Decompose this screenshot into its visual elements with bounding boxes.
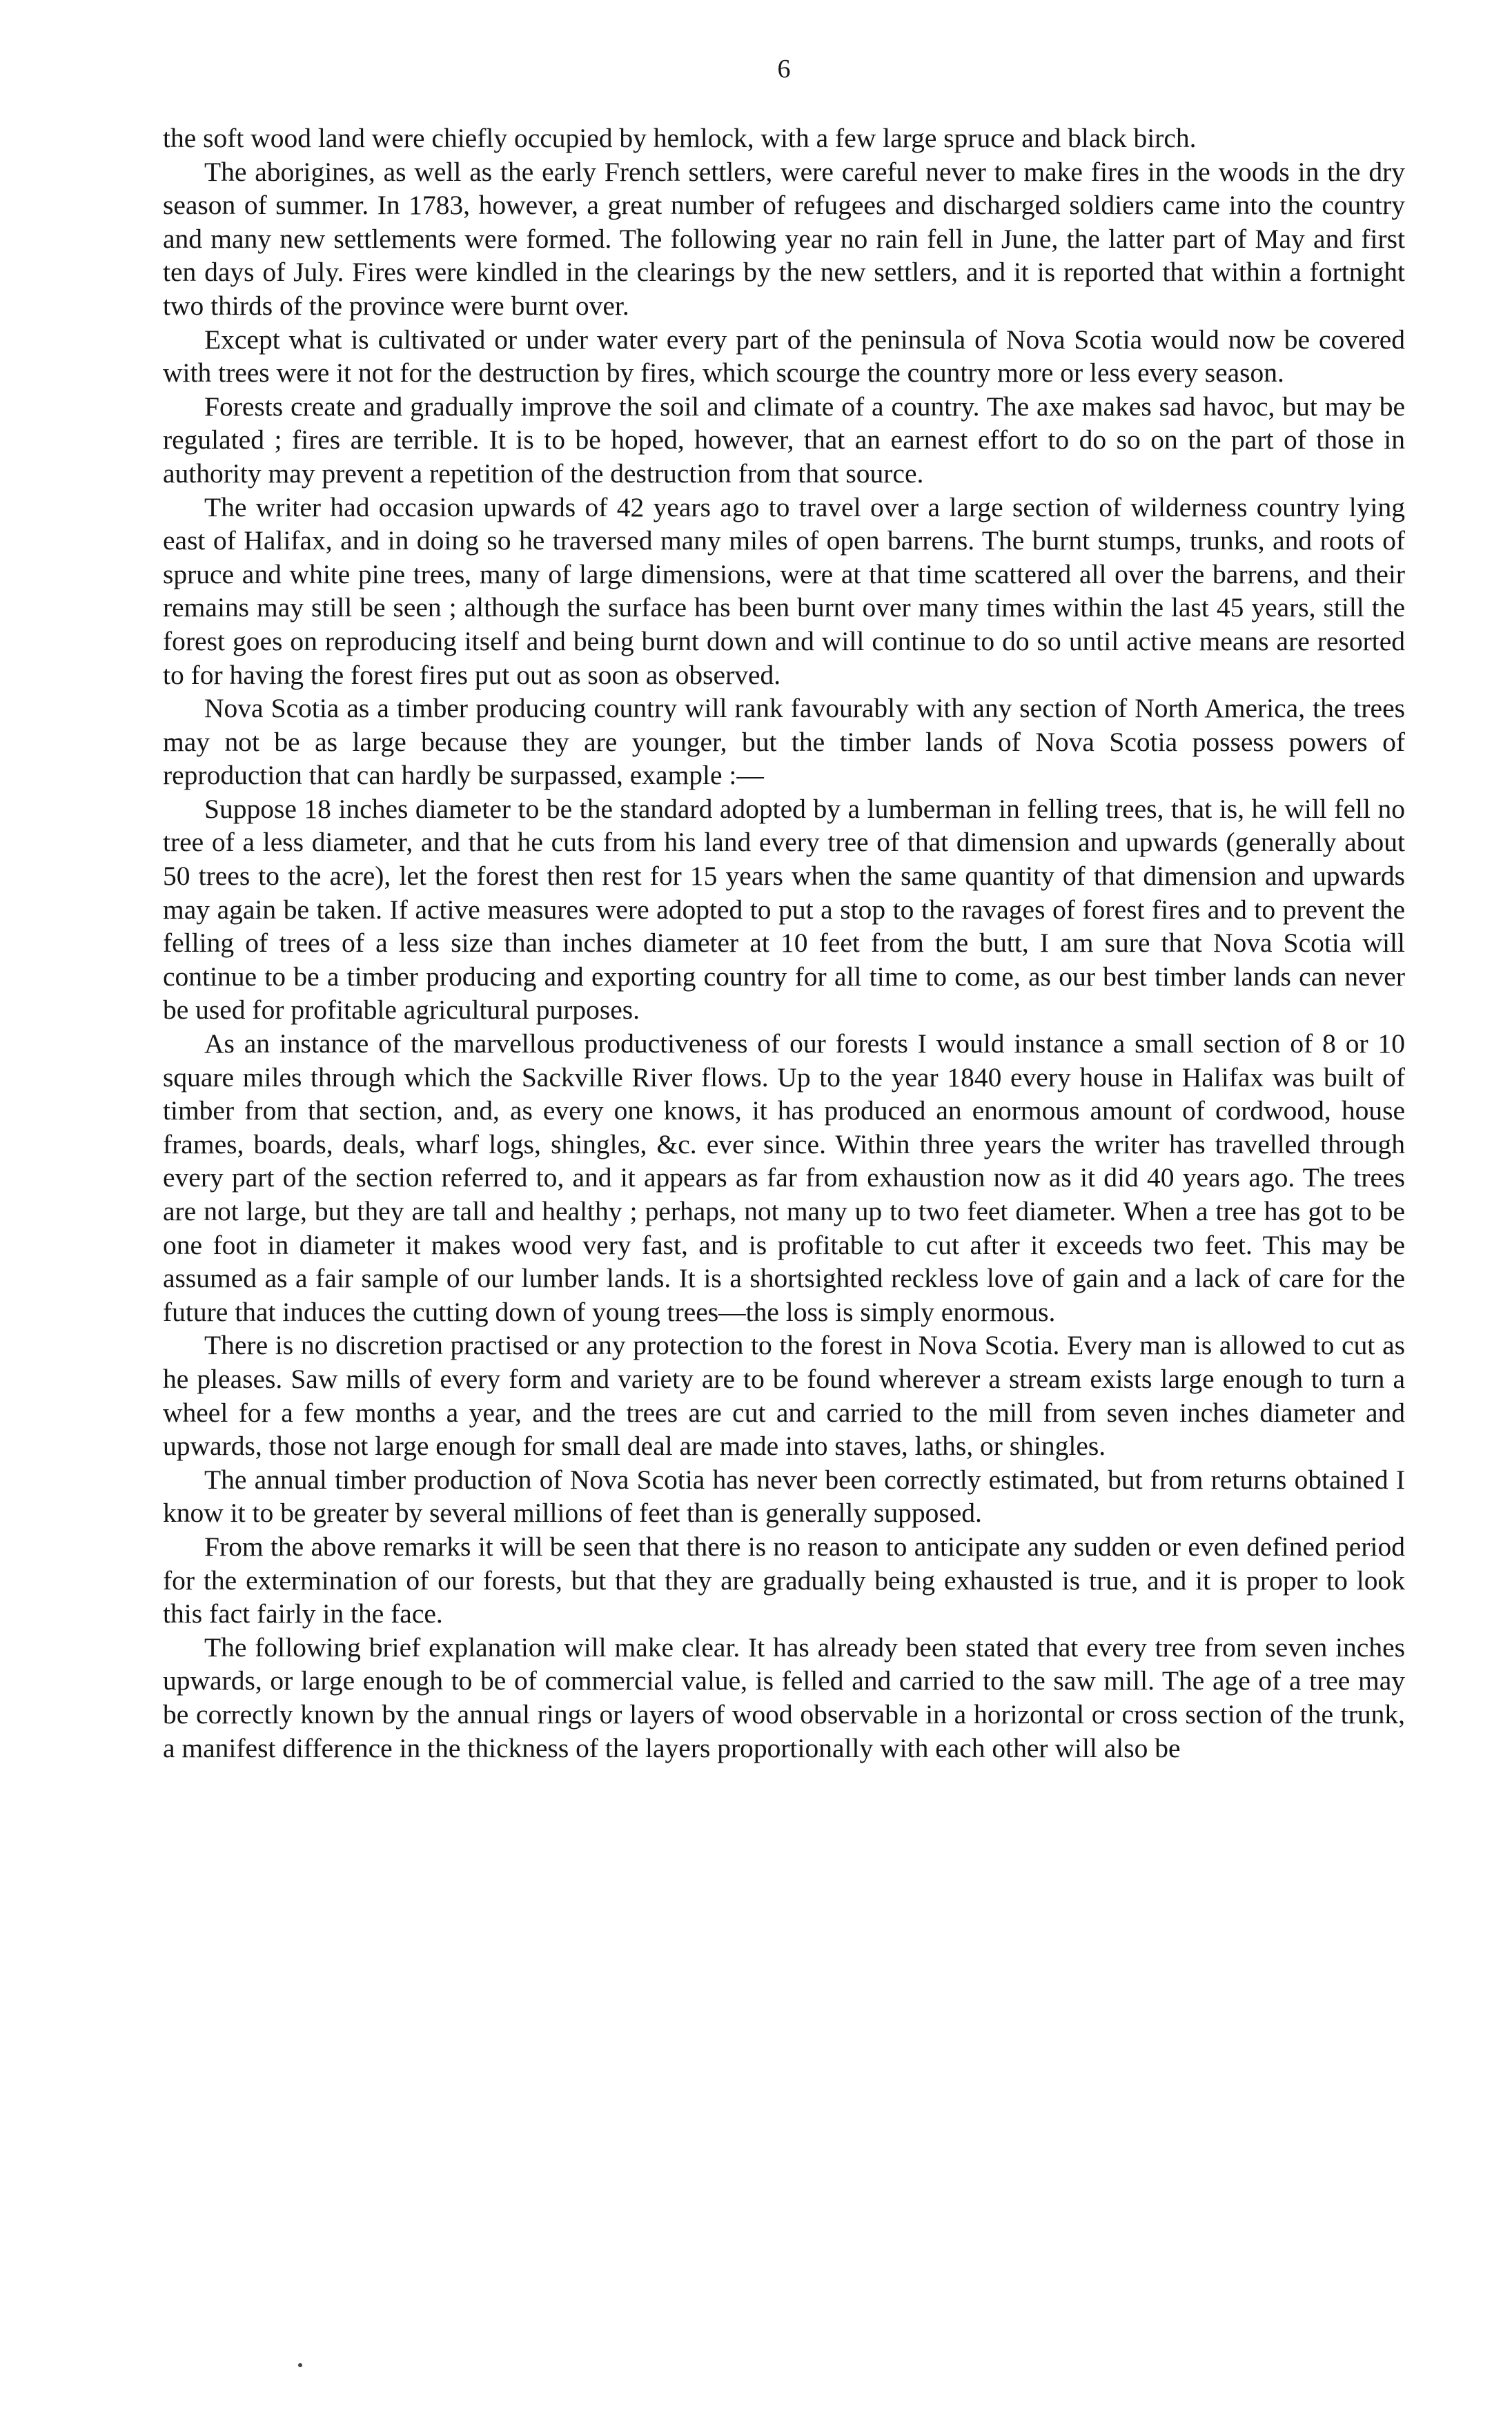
document-page (163, 0, 1405, 2410)
page-number: 6 (777, 55, 791, 84)
paragraph-continuation: the soft wood land were chiefly occupied by hemlock, with a few large spruce and black birch. (163, 123, 1197, 153)
body-text (163, 121, 1405, 1765)
paragraph-annual-production: The annual timber production of Nova Scotia has never been correctly estimated, but from returns obtained I know it to be greater by several millions of feet than is generally supposed. (163, 1464, 1405, 1529)
paragraph-writer-travel: The writer had occasion upwards of 42 years ago to travel over a large section of wilderness country lying east of Halifax, and in doing so he traversed many miles of open barrens. The burnt stumps, trunks, and roots of spruce and white pine trees, many of large dimensions, were at that time scattered all over the barrens, and their remains may still be seen ; although the surface has been burnt over many times within the last 45 years, still the forest goes on reproducing itself and being burnt down and will continue to do so until active means are resorted to for having the forest fires put out as soon as observed. (163, 491, 1405, 690)
paragraph-no-discretion: There is no discretion practised or any protection to the forest in Nova Scotia. Every man is allowed to cut as he pleases. Saw mills of every form and variety are to be found wherever a stream exists large enough to turn a wheel for a few months a year, and the trees are cut and carried to the mill from seven inches diameter and upwards, those not large enough for small deal are made into staves, laths, or shingles. (163, 1330, 1405, 1462)
paragraph-fires-1783: The aborigines, as well as the early French settlers, were careful never to make fires in the woods in the dry season of summer. In 1783, however, a great number of refugees and discharged soldiers came into the country and many new settlements were formed. The following year no rain fell in June, the latter part of May and first ten days of July. Fires were kindled in the clearings by the new settlers, and it is reported that within a fortnight two thirds of the province were burnt over. (163, 156, 1405, 321)
paragraph-peninsula: Except what is cultivated or under water every part of the peninsula of Nova Scotia would now be covered with trees were it not for the destruction by fires, which scourge the country more or less every season. (163, 324, 1405, 389)
paragraph-extermination: From the above remarks it will be seen that there is no reason to anticipate any sudden or even defined period for the extermination of our forests, but that they are gradually being exhausted is true, and it is proper to look this fact fairly in the face. (163, 1531, 1405, 1629)
margin-mark (298, 2363, 302, 2367)
paragraph-explanation: The following brief explanation will make clear. It has already been stated that every tree from seven inches upwards, or large enough to be of commercial value, is felled and carried to the saw mill. The age of a tree may be correctly known by the annual rings or layers of wood observable in a horizontal or cross section of the trunk, a manifest difference in the thickness of the layers proportionally with each other will also be (163, 1632, 1405, 1763)
paragraph-forests-create: Forests create and gradually improve the soil and climate of a country. The axe makes sad havoc, but may be regulated ; fires are terrible. It is to be hoped, however, that an earnest effort to do so on the part of those in authority may prevent a repetition of the destruction from that source. (163, 391, 1405, 489)
paragraph-sackville: As an instance of the marvellous productiveness of our forests I would instance a small section of 8 or 10 square miles through which the Sackville River flows. Up to the year 1840 every house in Halifax was built of timber from that section, and, as every one knows, it has produced an enormous amount of cordwood, house frames, boards, deals, wharf logs, shingles, &c. ever since. Within three years the writer has travelled through every part of the section referred to, and it appears as far from exhaustion now as it did 40 years ago. The trees are not large, but they are tall and healthy ; perhaps, not many up to two feet diameter. When a tree has got to be one foot in diameter it makes wood very fast, and is profitable to cut after it exceeds two feet. This may be assumed as a fair sample of our lumber lands. It is a shortsighted reckless love of gain and a lack of care for the future that induces the cutting down of young trees—the loss is simply enormous. (163, 1028, 1405, 1327)
paragraph-example: Suppose 18 inches diameter to be the standard adopted by a lumberman in felling trees, that is, he will fell no tree of a less diameter, and that he cuts from his land every tree of that dimension and upwards (generally about 50 trees to the acre), let the forest then rest for 15 years when the same quantity of that dimension and upwards may again be taken. If active measures were adopted to put a stop to the ravages of forest fires and to prevent the felling of trees of a less size than inches diameter at 10 feet from the butt, I am sure that Nova Scotia will continue to be a timber producing and exporting country for all time to come, as our best timber lands can never be used for profitable agricultural purposes. (163, 793, 1405, 1026)
paragraph-timber-country: Nova Scotia as a timber producing country will rank favourably with any section of North America, the trees may not be as large because they are younger, but the timber lands of Nova Scotia possess powers of reproduction that can hardly be surpassed, example :— (163, 693, 1405, 791)
